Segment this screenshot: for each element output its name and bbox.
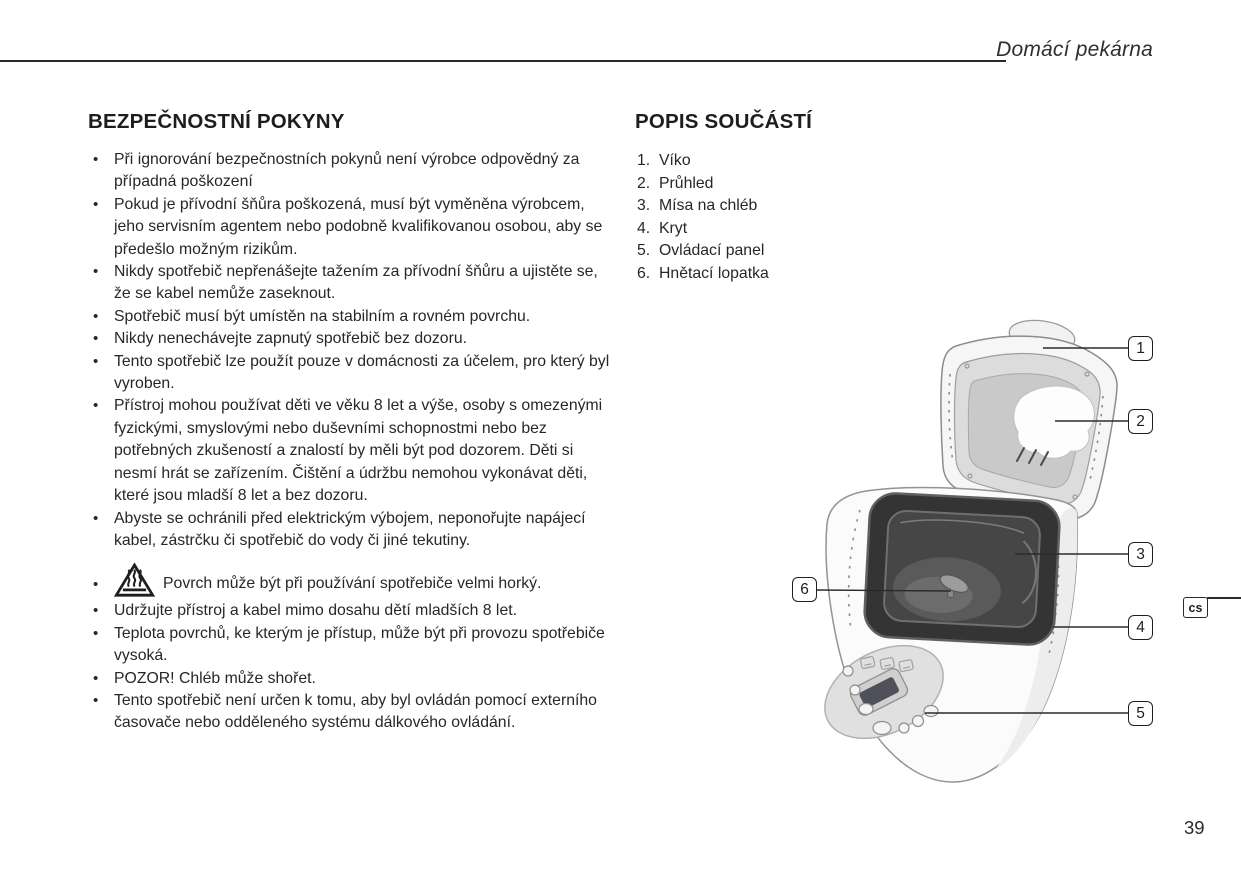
safety-bullet: • Tento spotřebič není určen k tomu, aby byl ovládán pomocí externího časovače nebo odděleného systému dálkového ovládání.: [88, 690, 612, 735]
parts-item-number: 3.: [637, 197, 651, 215]
callout-2-pruhled: 2: [1128, 409, 1153, 434]
parts-item: [637, 195, 965, 218]
parts-item-label: Víko: [659, 152, 691, 169]
callout-4-kryt: 4: [1128, 615, 1153, 640]
parts-item-label: Kryt: [659, 219, 688, 237]
safety-bullet: • Přístroj mohou používat děti ve věku 8 let a výše, osoby s omezenými fyzickými, smyslovými nebo duševními schopnostmi nebo bez potřebných zkušeností a znalostí by měli být pod dozorem. Děti si nesmí hrát se zařízením. Čištění a údržbu nemohou vykonávat děti, které jsou mladší 8 let a bez dozoru.: [88, 395, 612, 507]
parts-item: [637, 150, 965, 173]
safety-bullet: • Udržujte přístroj a kabel mimo dosahu dětí mladších 8 let.: [88, 600, 612, 622]
safety-bullet: • Tento spotřebič lze použít pouze v domácnosti za účelem, pro který byl vyroben.: [88, 351, 612, 396]
safety-bullet-hot-surface: [88, 562, 612, 598]
language-tab-rule: [1207, 597, 1241, 599]
header-rule: [0, 60, 1006, 62]
safety-heading: BEZPEČNOSTNÍ POKYNY: [88, 110, 345, 133]
safety-bullet-list: [88, 149, 612, 735]
parts-section: [635, 110, 965, 286]
parts-item: [637, 240, 965, 263]
parts-item-number: 5.: [637, 242, 651, 260]
header-title: Domácí pekárna: [996, 38, 1153, 61]
callout-6-lopatka: 6: [792, 577, 817, 602]
parts-item-label: Ovládací panel: [659, 242, 765, 260]
parts-item-number: 1.: [637, 152, 651, 169]
parts-item-number: 2.: [637, 174, 651, 192]
parts-item: [637, 218, 965, 241]
language-tab-cs: cs: [1183, 597, 1208, 618]
safety-bullet: • Abyste se ochránili před elektrickým výbojem, neponořujte napájecí kabel, zástrčku či spotřebič do vody či jiné tekutiny.: [88, 508, 612, 553]
safety-bullet: • Nikdy nenechávejte zapnutý spotřebič bez dozoru.: [88, 328, 612, 350]
callout-5-panel: 5: [1128, 701, 1153, 726]
callout-3-misa: 3: [1128, 542, 1153, 567]
safety-bullet: • Spotřebič musí být umístěn na stabilním a rovném povrchu.: [88, 306, 612, 328]
parts-item-label: Průhled: [659, 174, 714, 192]
parts-item: [637, 173, 965, 196]
parts-item-number: 6.: [637, 264, 651, 282]
bread-maker-illustration: [770, 300, 1160, 800]
safety-bullet-text: Povrch může být při používání spotřebiče velmi horký.: [163, 575, 542, 593]
callout-1-viko: 1: [1128, 336, 1153, 361]
safety-bullet: • Pokud je přívodní šňůra poškozená, musí být vyměněna výrobcem, jeho servisním agentem nebo podobně kvalifikovanou osobou, aby se předešlo možným rizikům.: [88, 194, 612, 261]
viewing-window: [1014, 386, 1095, 458]
parts-item-label: Hnětací lopatka: [659, 264, 769, 282]
page-number: 39: [1184, 817, 1205, 838]
parts-item: [637, 263, 965, 286]
safety-bullet: • Při ignorování bezpečnostních pokynů není výrobce odpovědný za případná poškození: [88, 149, 612, 194]
safety-section: [88, 110, 612, 735]
parts-heading: POPIS SOUČÁSTÍ: [635, 110, 813, 133]
parts-item-label: Mísa na chléb: [659, 197, 758, 215]
safety-bullet: • Nikdy spotřebič nepřenášejte tažením za přívodní šňůru a ujistěte se, že se kabel nemůže zaseknout.: [88, 261, 612, 306]
hot-surface-warning-icon: [114, 562, 155, 598]
safety-bullet: • Teplota povrchů, ke kterým je přístup, může být při provozu spotřebiče vysoká.: [88, 623, 612, 668]
parts-list: [637, 150, 965, 286]
safety-bullet: • POZOR! Chléb může shořet.: [88, 668, 612, 690]
parts-item-number: 4.: [637, 219, 651, 237]
